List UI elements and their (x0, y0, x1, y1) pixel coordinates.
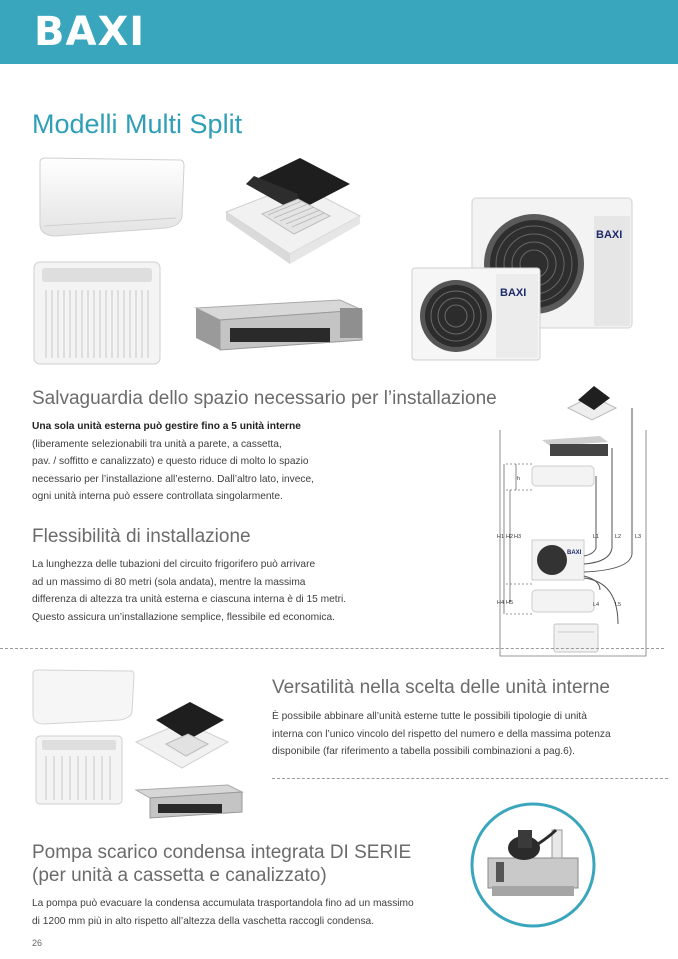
section2-text (32, 556, 346, 626)
condensate-pump-image (466, 800, 600, 930)
floor-ceiling-unit-image (34, 734, 124, 806)
diagram-cassette-icon (568, 386, 616, 420)
installation-diagram (496, 378, 652, 660)
page-title: Modelli Multi Split (32, 109, 243, 139)
section4-line: La pompa può evacuare la condensa accumulata trasportandola fino ad un massimo (32, 898, 414, 909)
section2-line: ad un massimo di 80 metri (sola andata), mentre la massima (32, 576, 306, 588)
section4-heading (32, 841, 411, 887)
diagram-label-h4: H4 (497, 600, 505, 606)
section3-text (272, 708, 611, 761)
section1-text (32, 418, 314, 506)
diagram-label-h3: H3 (514, 534, 522, 540)
diagram-label-h: h (517, 476, 521, 482)
section2-line: La lunghezza delle tubazioni del circuito frigorifero può arrivare (32, 559, 316, 570)
section2-line: Questo assicura un’installazione semplice, flessibile ed economica. (32, 611, 335, 623)
diagram-label-h1: H1 (497, 534, 505, 540)
section3-heading: Versatilità nella scelta delle unità interne (272, 677, 610, 698)
diagram-label-l3: L3 (635, 534, 642, 540)
section2-line: differenza di altezza tra unità esterna e ciascuna interna è di 15 metri. (32, 594, 347, 605)
diagram-wall-unit-icon (532, 466, 594, 486)
section-divider (272, 778, 668, 779)
diagram-label-l2: L2 (615, 534, 622, 540)
section1-lead: Una sola unità esterna può gestire fino a 5 unità interne (32, 421, 301, 432)
diagram-label-l5: L5 (615, 602, 622, 608)
small-outdoor-unit-image (410, 266, 542, 362)
section3-line: È possibile abbinare all’unità esterne tutte le possibili tipologie di unità (272, 711, 587, 722)
section1-line: pav. / soffitto e canalizzato) e questo riduce di molto lo spazio (32, 456, 309, 467)
diagram-label-h5: H5 (506, 600, 514, 606)
section1-line: (liberamente selezionabili tra unità a parete, a cassetta, (32, 438, 282, 450)
floor-ceiling-unit-image (32, 260, 164, 368)
diagram-ducted-icon (542, 436, 608, 456)
section4-text (32, 895, 414, 930)
header-bar (0, 0, 678, 64)
diagram-label-l4: L4 (593, 602, 600, 608)
baxi-logo: BAXI (34, 9, 146, 55)
section3-line: interna con l’unico vincolo del rispetto del numero e della massima potenza (272, 728, 611, 740)
wall-unit-image (30, 668, 136, 726)
cassette-unit-image (206, 154, 366, 274)
ducted-unit-image (190, 296, 370, 356)
section3-line: disponibile (far riferimento a tabella possibili combinazioni a pag.6). (272, 746, 575, 757)
page-number: 26 (32, 938, 43, 948)
diagram-wall-unit-icon (532, 590, 594, 612)
cassette-unit-image (128, 698, 236, 778)
section1-line: necessario per l’installazione all’esterno. Dall’altro lato, invece, (32, 473, 314, 485)
diagram-label-h2: H2 (506, 534, 514, 540)
section4-heading-line: (per unità a cassetta e canalizzato) (32, 865, 327, 886)
svg-text:BAXI: BAXI (567, 550, 582, 556)
ducted-unit-image (132, 782, 248, 822)
section4-line: di 1200 mm più in alto rispetto all’altezza della vaschetta raccogli condensa. (32, 915, 375, 927)
wall-unit-image (36, 156, 186, 240)
section1-heading: Salvaguardia dello spazio necessario per l’installazione (32, 388, 497, 409)
large-outdoor-brand: BAXI (596, 229, 623, 241)
section2-heading: Flessibilità di installazione (32, 526, 251, 547)
section4-heading-line: Pompa scarico condensa integrata DI SERIE (32, 842, 412, 863)
small-outdoor-brand: BAXI (500, 287, 527, 299)
diagram-outdoor-unit-icon (532, 540, 584, 580)
diagram-label-l1: L1 (593, 534, 600, 540)
section-divider (0, 648, 664, 649)
section1-line: ogni unità interna può essere controllata singolarmente. (32, 491, 283, 502)
